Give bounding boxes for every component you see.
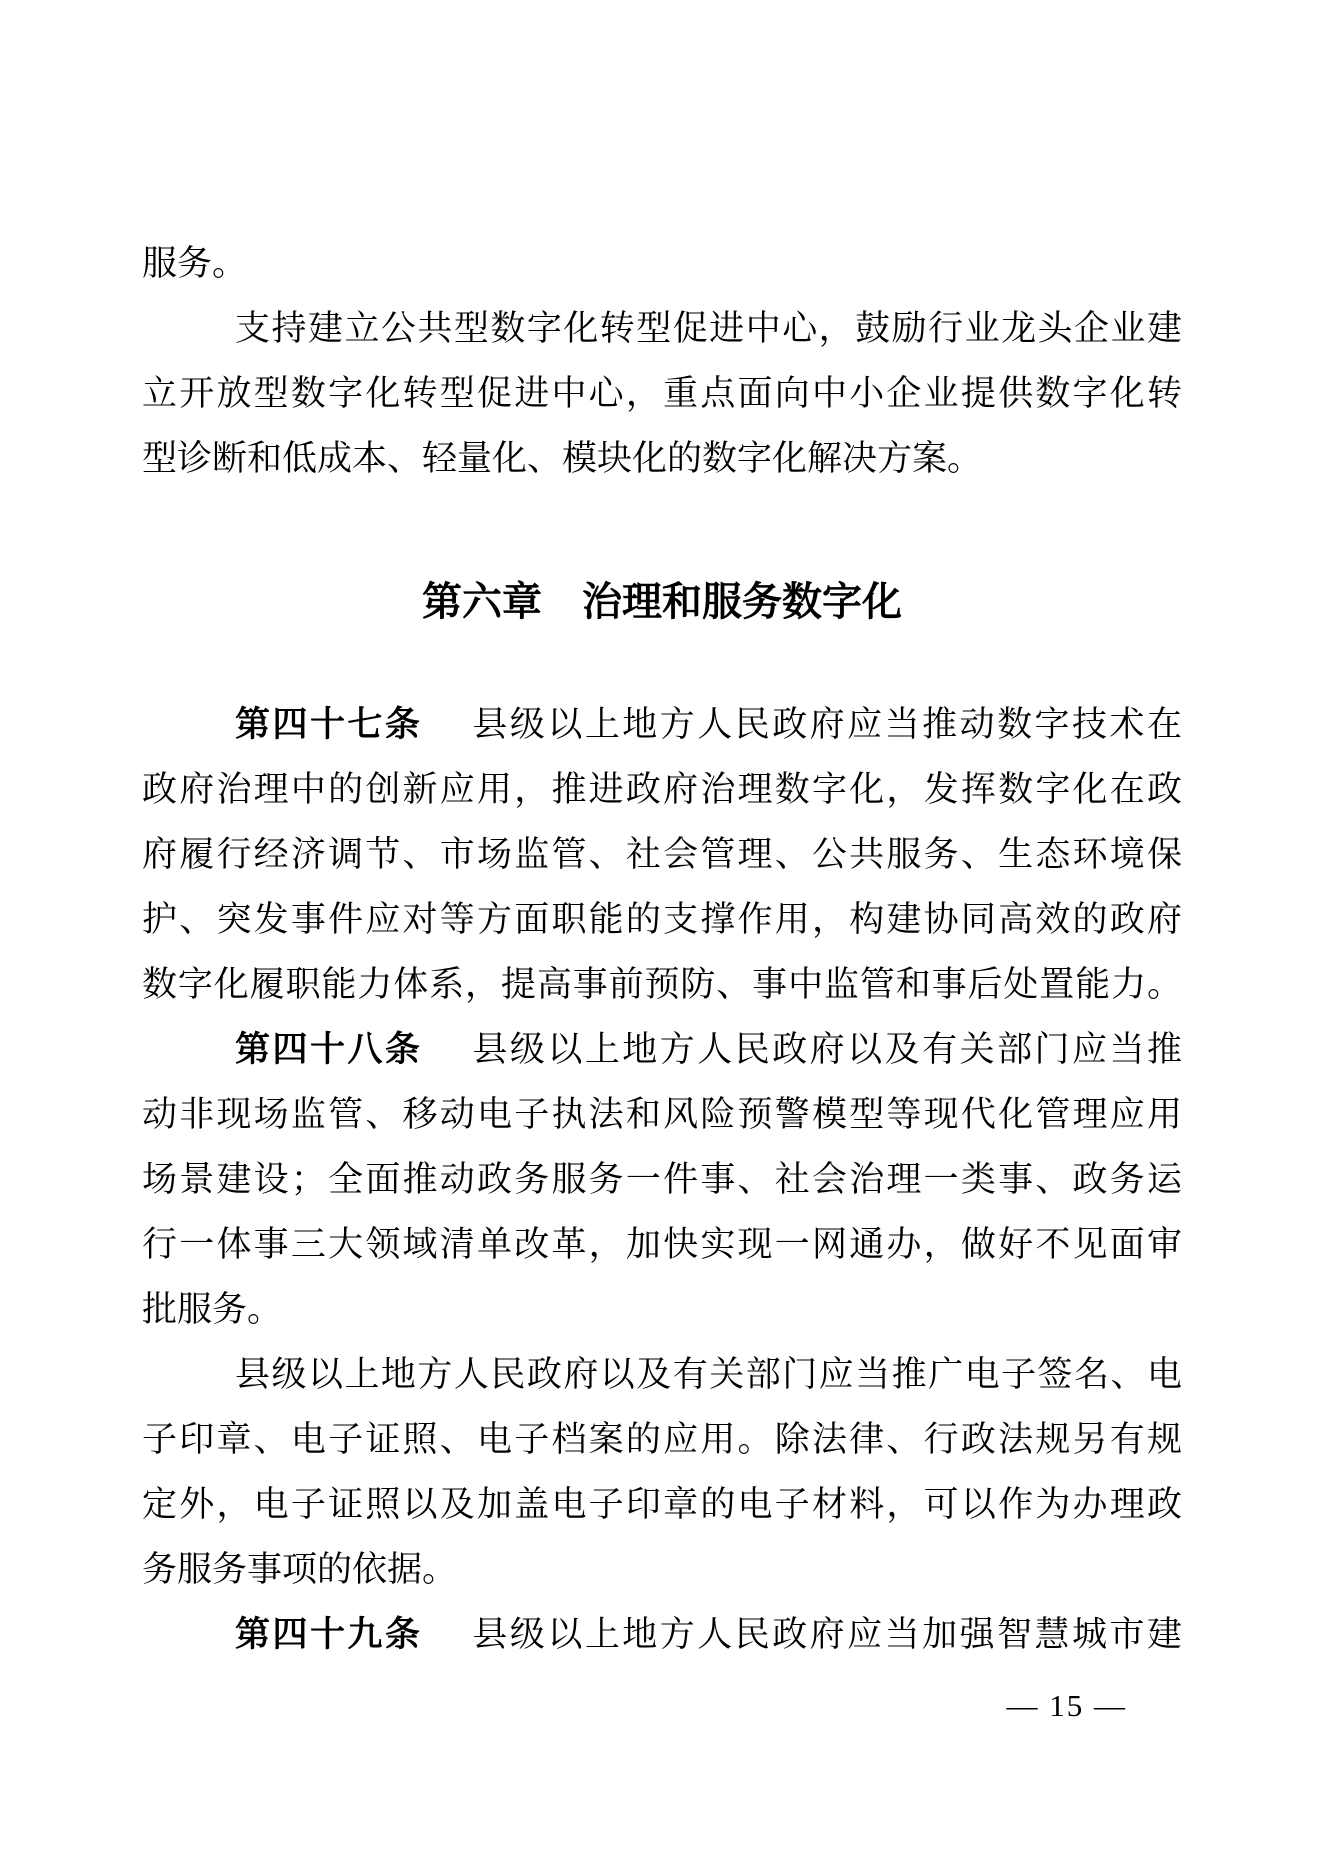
text-line: 立开放型数字化转型促进中心，重点面向中小企业提供数字化转 bbox=[142, 374, 1182, 413]
text-line: 动非现场监管、移动电子执法和风险预警模型等现代化管理应用 bbox=[142, 1095, 1182, 1134]
text-line: 型诊断和低成本、轻量化、模块化的数字化解决方案。 bbox=[142, 439, 983, 478]
text-line: 行一体事三大领域清单改革，加快实现一网通办，做好不见面审 bbox=[142, 1225, 1182, 1264]
text-line: 县级以上地方人民政府以及有关部门应当推广电子签名、电 bbox=[235, 1355, 1182, 1394]
text-line: 府履行经济调节、市场监管、社会管理、公共服务、生态环境保 bbox=[142, 835, 1182, 874]
text-line bbox=[142, 1017, 1182, 1082]
text-line: 政府治理中的创新应用，推进政府治理数字化，发挥数字化在政 bbox=[142, 770, 1182, 809]
text-line: 服务。 bbox=[142, 244, 248, 283]
text-line bbox=[142, 692, 1182, 757]
text-line: 数字化履职能力体系，提高事前预防、事中监管和事后处置能力。 bbox=[142, 965, 1182, 1004]
line-text: 县级以上地方人民政府应当加强智慧城市建 bbox=[472, 1615, 1182, 1654]
text-line: 子印章、电子证照、电子档案的应用。除法律、行政法规另有规 bbox=[142, 1420, 1182, 1459]
text-line: 定外，电子证照以及加盖电子印章的电子材料，可以作为办理政 bbox=[142, 1485, 1182, 1524]
text-line: 批服务。 bbox=[142, 1290, 283, 1329]
article-number: 第四十九条 bbox=[235, 1615, 423, 1654]
line-text: 县级以上地方人民政府应当推动数字技术在 bbox=[472, 705, 1182, 744]
text-line: 支持建立公共型数字化转型促进中心，鼓励行业龙头企业建 bbox=[235, 309, 1182, 348]
text-line bbox=[142, 1602, 1182, 1667]
line-text: 县级以上地方人民政府以及有关部门应当推 bbox=[472, 1030, 1182, 1069]
text-line: 护、突发事件应对等方面职能的支撑作用，构建协同高效的政府 bbox=[142, 900, 1182, 939]
text-line: 务服务事项的依据。 bbox=[142, 1550, 458, 1589]
chapter-heading: 第六章 治理和服务数字化 bbox=[422, 580, 902, 624]
article-number: 第四十八条 bbox=[235, 1030, 423, 1069]
text-line: 场景建设；全面推动政务服务一件事、社会治理一类事、政务运 bbox=[142, 1160, 1182, 1199]
document-body bbox=[142, 0, 1182, 1667]
article-number: 第四十七条 bbox=[235, 705, 423, 744]
page-number: — 15 — bbox=[1006, 1688, 1127, 1723]
